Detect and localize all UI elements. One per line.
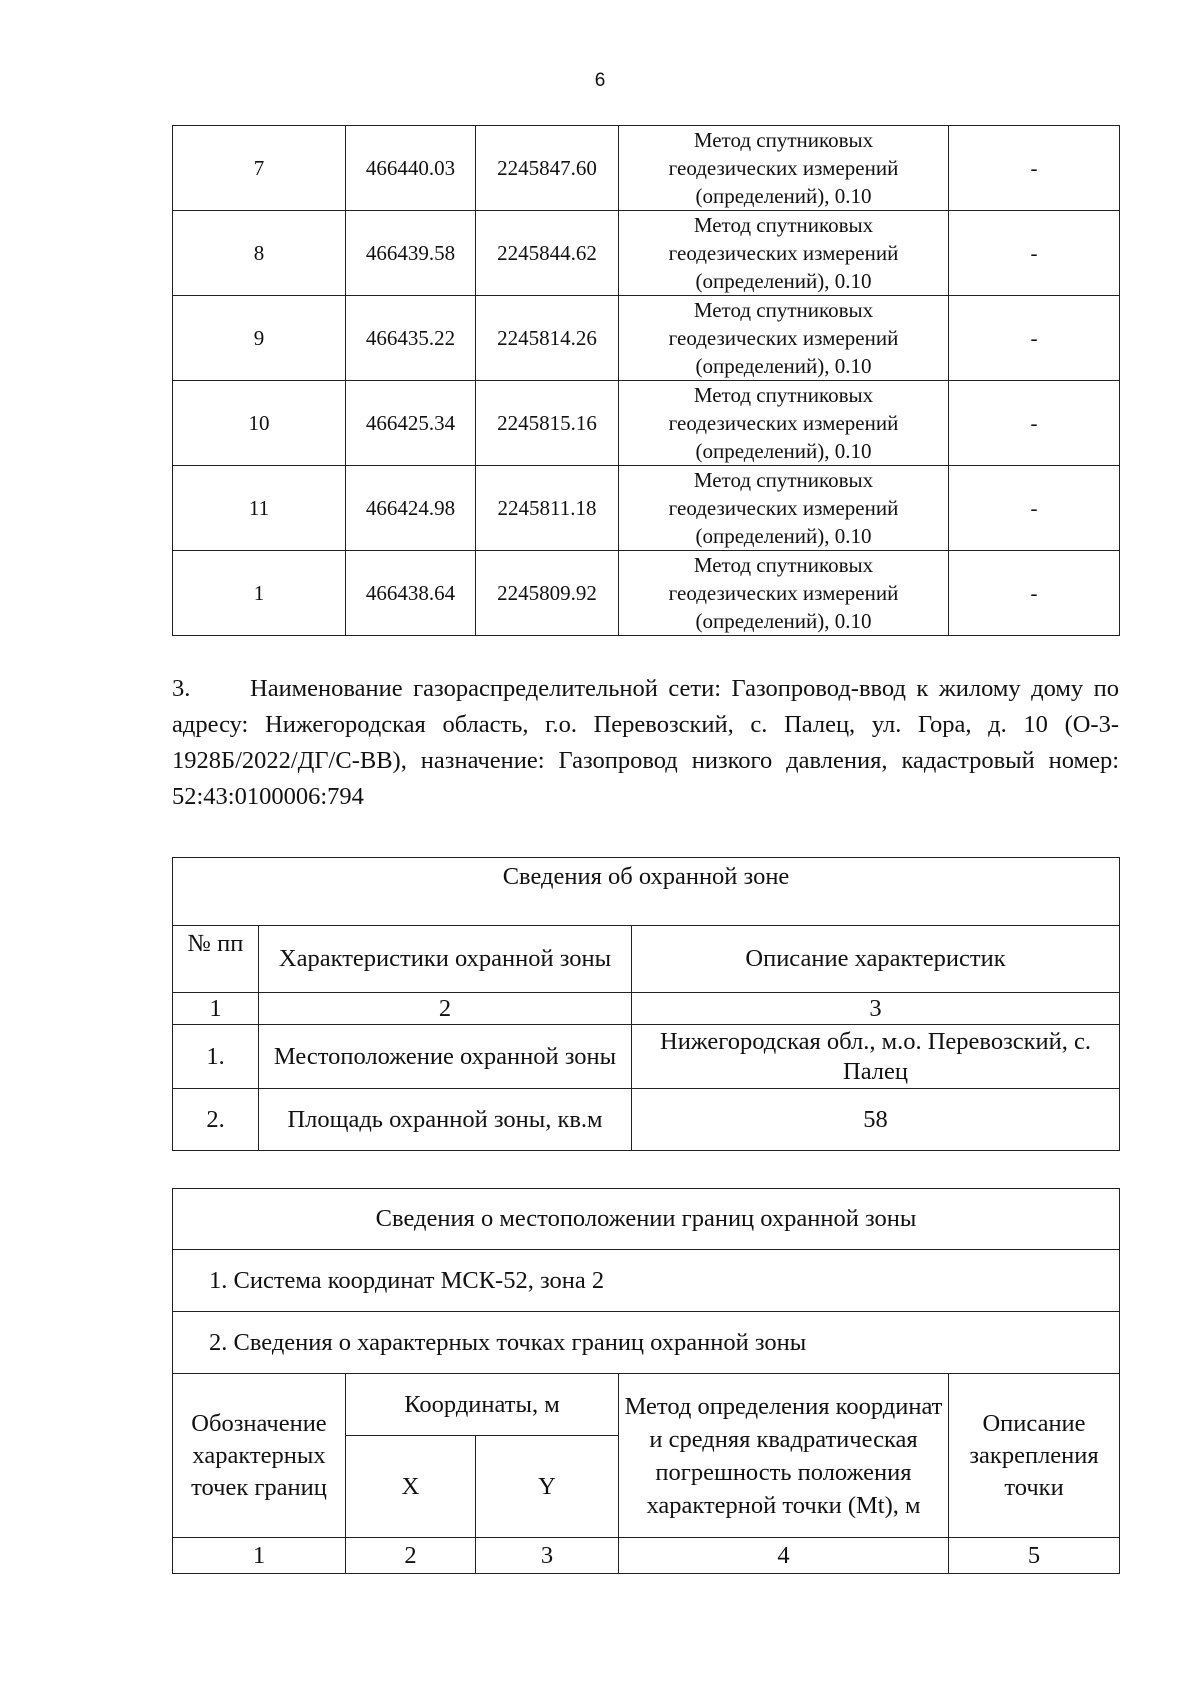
index-cell: 5	[949, 1538, 1120, 1574]
coord-y: 2245844.62	[476, 211, 619, 296]
method-line: (определений), 0.10	[695, 609, 872, 633]
header-characteristic: Характеристики охранной зоны	[259, 926, 632, 993]
fixing-description: -	[949, 126, 1120, 211]
coord-x: 466440.03	[346, 126, 476, 211]
coord-y: 2245815.16	[476, 381, 619, 466]
coordinate-system: 1. Система координат МСК-52, зона 2	[173, 1250, 1120, 1312]
fixing-description: -	[949, 551, 1120, 636]
section-text: Наименование газораспределительной сети: Газопровод-ввод к жилому дому по адресу: Нижегородская область, г.о. Перевозский, с. Палец, ул. Гора, д. 10 (О-3-1928Б/2022/ДГ/С-ВВ), назначение: Газопровод низкого давления, кадастровый номер: 52:43:0100006:794	[172, 675, 1119, 810]
table-row	[173, 381, 1120, 466]
method-line: геодезических измерений	[668, 496, 899, 520]
table-row	[173, 466, 1120, 551]
method-line: (определений), 0.10	[695, 439, 872, 463]
index-cell: 4	[619, 1538, 949, 1574]
header-x: X	[346, 1436, 476, 1538]
row-characteristic: Площадь охранной зоны, кв.м	[259, 1089, 632, 1151]
header-num: № пп	[173, 926, 259, 993]
boundary-location-table	[172, 1188, 1120, 1574]
coord-x: 466439.58	[346, 211, 476, 296]
coord-y: 2245847.60	[476, 126, 619, 211]
table-row	[173, 296, 1120, 381]
point-label: 7	[173, 126, 346, 211]
method-line: геодезических измерений	[668, 156, 899, 180]
method-line: Метод спутниковых	[693, 128, 874, 152]
coord-y: 2245809.92	[476, 551, 619, 636]
method-cell	[619, 296, 949, 381]
point-label: 9	[173, 296, 346, 381]
method-line: (определений), 0.10	[695, 269, 872, 293]
bounds-table-title: Сведения о местоположении границ охранной зоны	[173, 1189, 1120, 1250]
header-y: Y	[476, 1436, 619, 1538]
coord-x: 466425.34	[346, 381, 476, 466]
index-cell: 3	[476, 1538, 619, 1574]
table-row	[173, 126, 1120, 211]
coord-y: 2245811.18	[476, 466, 619, 551]
method-line: (определений), 0.10	[695, 524, 872, 548]
method-line: Метод спутниковых	[693, 468, 874, 492]
point-label: 8	[173, 211, 346, 296]
section-number: 3.	[172, 675, 191, 702]
coord-x: 466438.64	[346, 551, 476, 636]
header-method: Метод определения координат и средняя квадратическая погрешность положения характерной точки (Mt), м	[619, 1374, 949, 1538]
method-cell	[619, 126, 949, 211]
point-label: 11	[173, 466, 346, 551]
section-3-paragraph	[172, 671, 1119, 815]
index-cell: 2	[259, 993, 632, 1025]
coord-y: 2245814.26	[476, 296, 619, 381]
row-num: 1.	[173, 1025, 259, 1089]
table-row	[173, 551, 1120, 636]
fixing-description: -	[949, 296, 1120, 381]
row-description: Нижегородская обл., м.о. Перевозский, с. Палец	[632, 1025, 1120, 1089]
method-line: геодезических измерений	[668, 581, 899, 605]
coord-x: 466435.22	[346, 296, 476, 381]
header-designation: Обозначение характерных точек границ	[173, 1374, 346, 1538]
fixing-description: -	[949, 381, 1120, 466]
method-line: (определений), 0.10	[695, 184, 872, 208]
method-line: геодезических измерений	[668, 326, 899, 350]
index-cell: 1	[173, 993, 259, 1025]
method-cell	[619, 211, 949, 296]
coord-x: 466424.98	[346, 466, 476, 551]
points-heading: 2. Сведения о характерных точках границ охранной зоны	[173, 1312, 1120, 1374]
zone-table-title: Сведения об охранной зоне	[173, 858, 1120, 926]
index-cell: 1	[173, 1538, 346, 1574]
fixing-description: -	[949, 466, 1120, 551]
point-label: 10	[173, 381, 346, 466]
method-line: Метод спутниковых	[693, 298, 874, 322]
fixing-description: -	[949, 211, 1120, 296]
protected-zone-table	[172, 857, 1120, 1151]
row-num: 2.	[173, 1089, 259, 1151]
method-cell	[619, 551, 949, 636]
header-fixing: Описание закрепления точки	[949, 1374, 1120, 1538]
method-line: геодезических измерений	[668, 241, 899, 265]
index-cell: 2	[346, 1538, 476, 1574]
method-line: Метод спутниковых	[693, 383, 874, 407]
method-line: (определений), 0.10	[695, 354, 872, 378]
method-line: геодезических измерений	[668, 411, 899, 435]
method-line: Метод спутниковых	[693, 213, 874, 237]
table-row	[173, 211, 1120, 296]
row-description: 58	[632, 1089, 1120, 1151]
header-coordinates: Координаты, м	[346, 1374, 619, 1436]
method-cell	[619, 381, 949, 466]
coordinates-table	[172, 125, 1120, 636]
header-description: Описание характеристик	[632, 926, 1120, 993]
point-label: 1	[173, 551, 346, 636]
page-number: 6	[594, 70, 606, 91]
method-cell	[619, 466, 949, 551]
index-cell: 3	[632, 993, 1120, 1025]
row-characteristic: Местоположение охранной зоны	[259, 1025, 632, 1089]
method-line: Метод спутниковых	[693, 553, 874, 577]
